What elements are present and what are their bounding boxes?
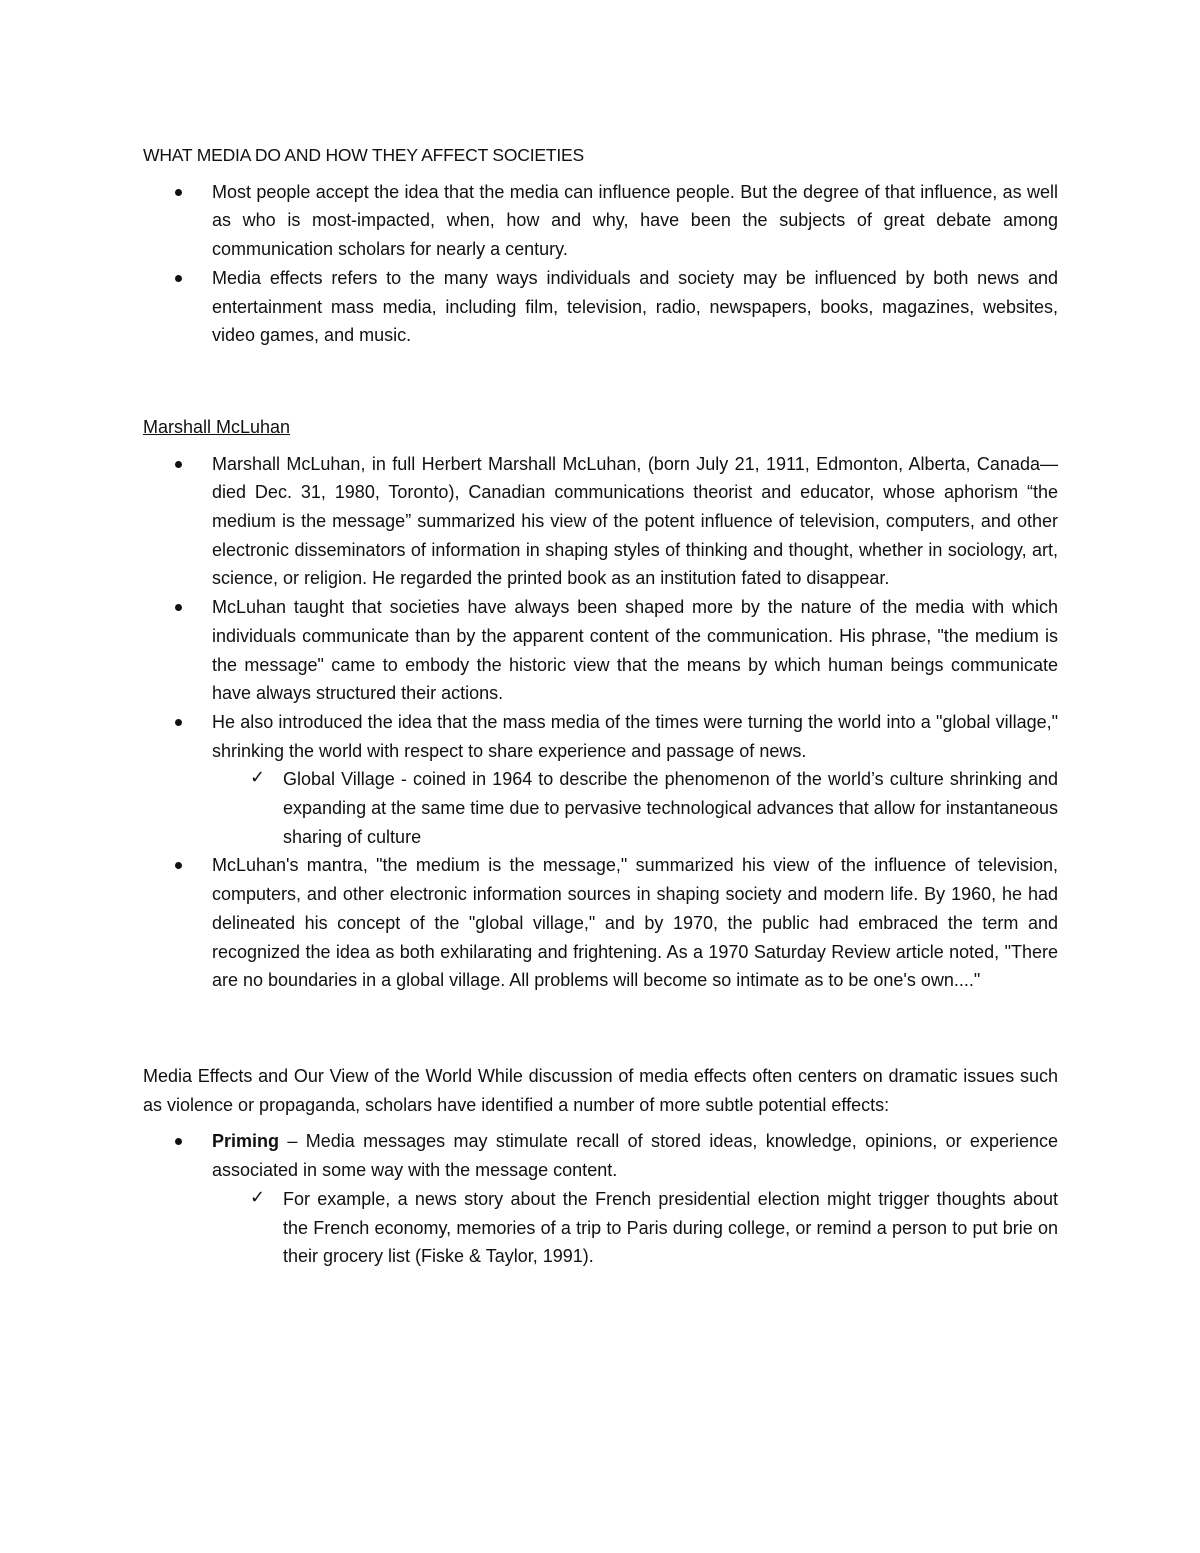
- check-list: [212, 1185, 1058, 1271]
- list-item-text: He also introduced the idea that the mass media of the times were turning the world into a "global village," shrinking the world with respect to share experience and passage of news.: [212, 711, 1058, 761]
- list-item-text: Most people accept the idea that the media can influence people. But the degree of that influence, as well as who is most-impacted, when, how and why, have been the subjects of great debate among communication scholars for nearly a century.: [212, 181, 1058, 260]
- bullet-dot-icon: [175, 1138, 182, 1145]
- list-item-text: Marshall McLuhan, in full Herbert Marshall McLuhan, (born July 21, 1911, Edmonton, Alberta, Canada—died Dec. 31, 1980, Toronto), Canadian communications theorist and educator, whose aphorism “the medium is the message” summarized his view of the potent influence of television, computers, and other electronic disseminators of information in shaping styles of thinking and thought, whether in sociology, art, science, or religion. He regarded the printed book as an institution fated to disappear.: [212, 453, 1058, 589]
- list-item-text: McLuhan taught that societies have always been shaped more by the nature of the media with which individuals communicate than by the apparent content of the communication. His phrase, "the medium is the message" came to embody the historic view that the means by which human beings communicate have always structured their actions.: [212, 597, 1058, 704]
- bullet-dot-icon: [175, 275, 182, 282]
- intro-bullet-list: [143, 178, 1058, 350]
- document-page: [143, 141, 1058, 1271]
- checkmark-icon: ✓: [250, 1186, 266, 1207]
- spacer: [143, 350, 1058, 413]
- list-item-text: – Media messages may stimulate recall of stored ideas, knowledge, opinions, or experience associated in some way with the message content.: [212, 1131, 1058, 1181]
- bullet-dot-icon: [175, 719, 182, 726]
- list-item: [143, 708, 1058, 852]
- page-heading: WHAT MEDIA DO AND HOW THEY AFFECT SOCIETIES: [143, 145, 584, 165]
- priming-term: Priming: [212, 1131, 280, 1152]
- effects-paragraph: Media Effects and Our View of the World While discussion of media effects often centers on dramatic issues such as violence or propaganda, scholars have identified a number of more subtle potential effects:: [143, 1065, 1058, 1115]
- spacer: [143, 995, 1058, 1062]
- section-title-mcluhan: Marshall McLuhan: [143, 416, 291, 437]
- check-list: [212, 765, 1058, 851]
- bullet-dot-icon: [175, 461, 182, 468]
- list-item: [143, 450, 1058, 594]
- bullet-dot-icon: [175, 189, 182, 196]
- list-item-text: Media effects refers to the many ways individuals and society may be influenced by both news and entertainment mass media, including film, television, radio, newspapers, books, magazines, websites, video games, and music.: [212, 267, 1058, 346]
- mcluhan-bullet-list: [143, 450, 1058, 995]
- list-item-text: McLuhan's mantra, "the medium is the message," summarized his view of the influence of television, computers, and other electronic information sources in shaping society and modern life. By 1960, he had delineated his concept of the "global village," and by 1970, the public had embraced the term and recognized the idea as both exhilarating and frightening. As a 1970 Saturday Review article noted, "There are no boundaries in a global village. All problems will become so intimate as to be one's own....": [212, 855, 1058, 991]
- list-item: [143, 851, 1058, 995]
- check-item-text: Global Village - coined in 1964 to describe the phenomenon of the world’s culture shrinking and expanding at the same time due to pervasive technological advances that allow for instantaneous sharing of culture: [283, 769, 1058, 847]
- list-item: [143, 264, 1058, 350]
- bullet-dot-icon: [175, 604, 182, 611]
- check-item: [212, 765, 1058, 851]
- list-item: [143, 178, 1058, 264]
- checkmark-icon: ✓: [250, 767, 266, 788]
- bullet-dot-icon: [175, 862, 182, 869]
- check-item-text: For example, a news story about the French presidential election might trigger thoughts about the French economy, memories of a trip to Paris during college, or remind a person to put brie on their grocery list (Fiske & Taylor, 1991).: [283, 1188, 1058, 1267]
- list-item: [143, 593, 1058, 708]
- list-item: [143, 1127, 1058, 1271]
- check-item: [212, 1185, 1058, 1271]
- effects-bullet-list: [143, 1127, 1058, 1271]
